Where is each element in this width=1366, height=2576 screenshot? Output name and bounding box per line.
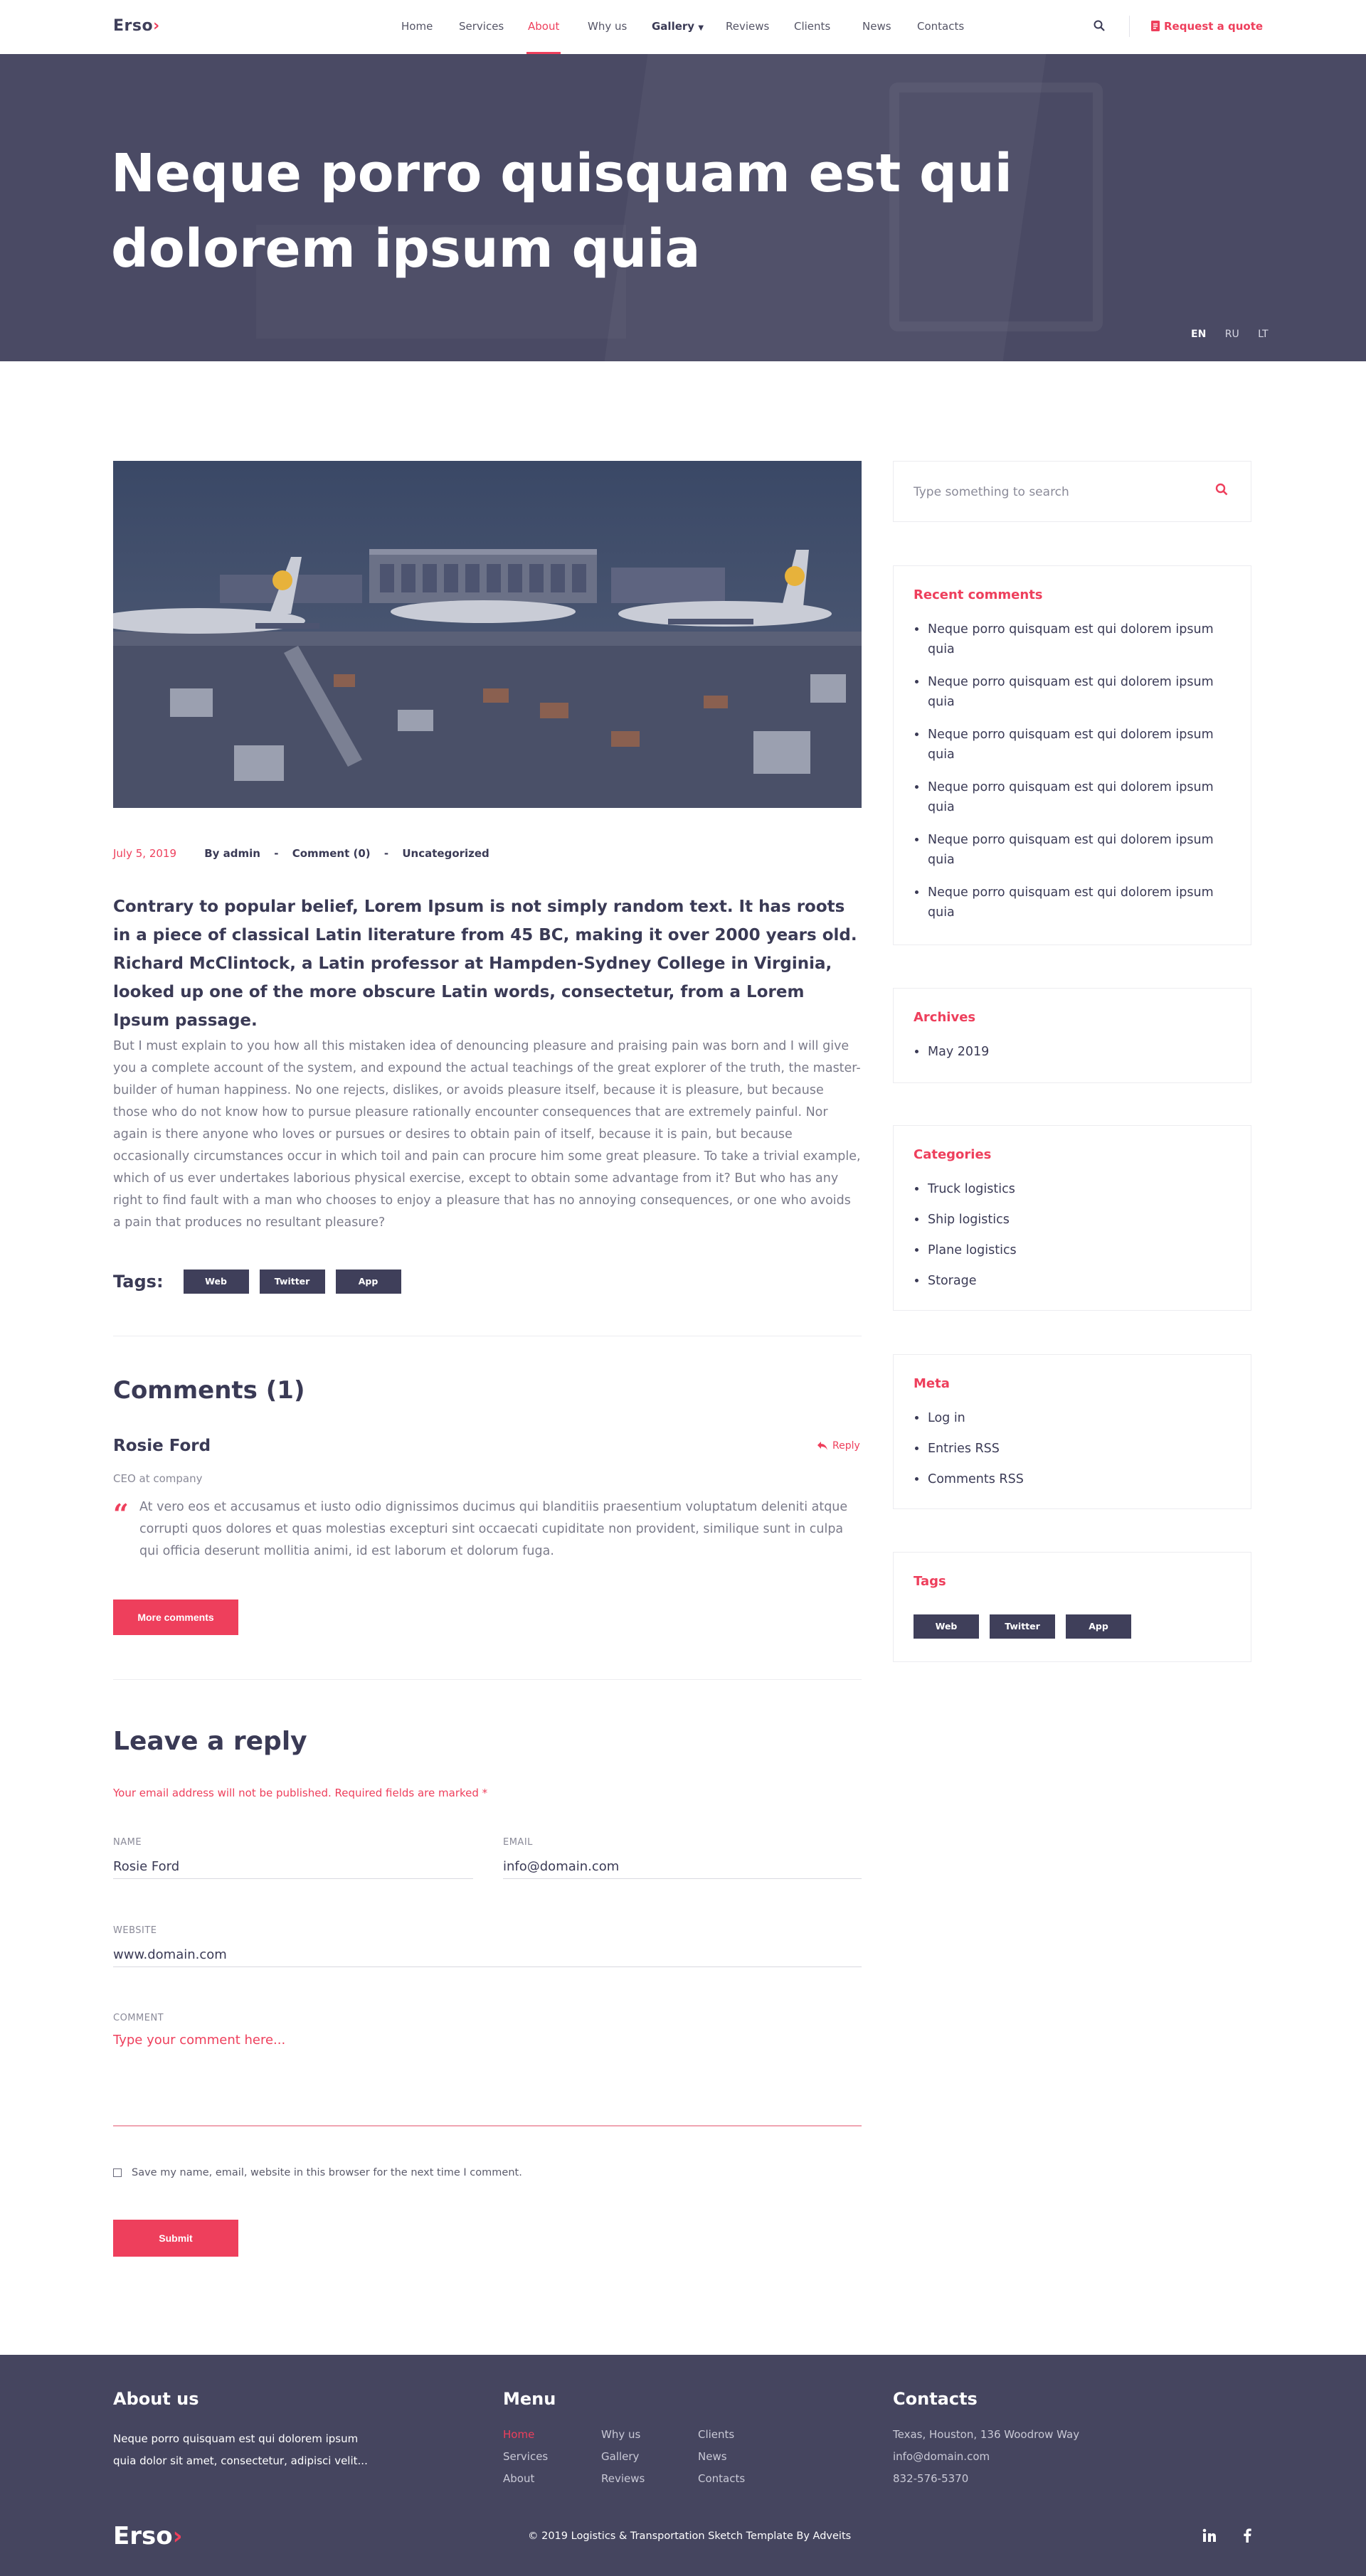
list-item[interactable]: May 2019 [914,1042,989,1062]
tag-web[interactable]: Web [184,1270,249,1294]
footer-link-gallery[interactable]: Gallery [601,2450,640,2463]
meta-separator: - [274,847,279,860]
lang-en[interactable]: EN [1191,329,1207,340]
widget-title: Tags [914,1574,946,1589]
lang-ru[interactable]: RU [1224,329,1239,340]
reply-title: Leave a reply [113,1727,307,1756]
tag-twitter[interactable]: Twitter [260,1270,325,1294]
website-label: WEBSITE [113,1925,157,1936]
reply-note: Your email address will not be published. Required fields are marked * [113,1787,488,1799]
list-item[interactable]: Neque porro quisquam est qui dolorem ipsum quia [914,883,1227,922]
request-quote-label: Request a quote [1164,20,1264,33]
sidebar-tags [914,1614,1142,1639]
footer-copyright: © 2019 Logistics & Transportation Sketch Template By Adveits [528,2530,852,2542]
post-category[interactable]: Uncategorized [402,847,489,860]
sidebar-search [893,461,1251,522]
page-title: Neque porro quisquam est qui dolorem ipsum quia [111,143,1013,280]
page-hero [0,54,1366,361]
name-field[interactable] [113,1855,473,1879]
list-item[interactable]: Comments RSS [914,1469,1024,1489]
widget-recent-comments [893,565,1251,945]
list-item[interactable]: Plane logistics [914,1240,1017,1260]
tag-web[interactable]: Web [914,1614,979,1639]
email-field[interactable] [503,1855,862,1879]
comment-field[interactable] [113,2033,862,2127]
reply-label: Reply [832,1440,860,1452]
lang-lt[interactable]: LT [1258,329,1269,340]
nav-why-us[interactable]: Why us [588,20,628,33]
post-date[interactable]: July 5, 2019 [113,847,176,860]
footer-link-clients[interactable]: Clients [698,2428,735,2441]
comment-text: At vero eos et accusamus et iusto odio dignissimos ducimus qui blanditiis praesentium voluptatum deleniti atque corrupti quos dolores et quas molestias excepturi sint occaecati cupiditate non provident, similique sunt in culpa qui officia deserunt mollitia animi, id est laborum et dolorum fuga. [139,1500,848,1558]
more-comments-button[interactable]: More comments [113,1600,238,1635]
list-item[interactable]: Log in [914,1408,1024,1428]
meta-list [914,1408,1024,1500]
document-icon [1151,21,1160,31]
post-comments-count[interactable]: Comment (0) [292,847,371,860]
divider [113,1679,862,1680]
archives-list [914,1042,989,1073]
nav-about[interactable]: About [528,20,560,33]
list-item[interactable]: Neque porro quisquam est qui dolorem ipsum quia [914,725,1227,765]
nav-services[interactable]: Services [459,20,504,33]
post-featured-image [113,461,862,808]
facebook-icon[interactable] [1243,2528,1251,2545]
sidebar-search-input[interactable] [914,480,1198,504]
quote-icon: “ [113,1498,129,1530]
widget-title: Archives [914,1010,976,1025]
nav-home[interactable]: Home [401,20,433,33]
language-switcher [1191,329,1284,340]
list-item[interactable]: Neque porro quisquam est qui dolorem ipsum quia [914,830,1227,870]
widget-title: Categories [914,1147,992,1162]
email-label: EMAIL [503,1837,533,1848]
submit-button[interactable]: Submit [113,2220,238,2257]
footer-link-contacts[interactable]: Contacts [698,2472,746,2485]
caret-down-icon: ▼ [698,24,704,32]
nav-news[interactable]: News [862,20,891,33]
categories-list [914,1179,1017,1302]
nav-divider [1129,16,1130,37]
top-navbar [0,0,1366,54]
nav-reviews[interactable]: Reviews [726,20,770,33]
widget-categories [893,1125,1251,1311]
footer-email[interactable]: info@domain.com [893,2450,990,2463]
footer-link-why-us[interactable]: Why us [601,2428,641,2441]
widget-title: Meta [914,1376,950,1391]
comment-author: Rosie Ford [113,1437,211,1455]
post-meta [113,847,489,860]
site-logo[interactable]: Erso› [113,17,160,35]
recent-comments-list [914,619,1227,935]
list-item[interactable]: Storage [914,1271,1017,1291]
request-quote-link[interactable] [1151,20,1263,33]
list-item[interactable]: Ship logistics [914,1210,1017,1230]
post-author[interactable]: By admin [204,847,260,860]
nav-gallery-label: Gallery [652,20,695,33]
site-footer [0,2355,1366,2576]
footer-menu-title: Menu [503,2389,556,2409]
footer-about-text: Neque porro quisquam est qui dolorem ipsum quia dolor sit amet, consectetur, adipisci velit... [113,2432,368,2467]
widget-title: Recent comments [914,587,1043,602]
list-item[interactable]: Truck logistics [914,1179,1017,1199]
list-item[interactable]: Entries RSS [914,1439,1024,1459]
meta-separator: - [383,847,389,860]
footer-phone[interactable]: 832-576-5370 [893,2472,969,2485]
post-lead: Contrary to popular belief, Lorem Ipsum is not simply random text. It has roots in a piece of classical Latin literature from 45 BC, making it over 2000 years old. Richard McClintock, a Latin professor at Hampden-Sydney College in Virginia, looked up one of the more obscure Latin words, consectetur, from a Lorem Ipsum passage. [113,898,857,1030]
website-field[interactable] [113,1943,862,1967]
search-icon[interactable] [1215,483,1228,499]
footer-link-services[interactable]: Services [503,2450,549,2463]
save-info-row [113,2167,522,2178]
list-item[interactable]: Neque porro quisquam est qui dolorem ipsum quia [914,777,1227,817]
tag-app[interactable]: App [336,1270,401,1294]
footer-link-reviews[interactable]: Reviews [601,2472,645,2485]
footer-about-title: About us [113,2389,199,2409]
footer-link-news[interactable]: News [698,2450,727,2463]
widget-meta [893,1354,1251,1509]
comment-label: COMMENT [113,2013,164,2023]
reply-link[interactable] [817,1440,860,1452]
comments-title: Comments (1) [113,1376,305,1405]
footer-logo[interactable]: Erso› [113,2522,183,2550]
reply-icon [817,1441,828,1451]
tag-app[interactable]: App [1066,1614,1131,1639]
footer-address: Texas, Houston, 136 Woodrow Way [893,2428,1080,2441]
post-tags [113,1270,412,1294]
widget-tags [893,1552,1251,1662]
name-label: NAME [113,1837,142,1848]
footer-link-about[interactable]: About [503,2472,535,2485]
footer-contacts-title: Contacts [893,2389,978,2409]
nav-clients[interactable]: Clients [794,20,831,33]
post-body: But I must explain to you how all this mistaken idea of denouncing pleasure and praising pain was born and I will give you a complete account of the system, and expound the actual teachings of the great explorer of the truth, the master-builder of human happiness. No one rejects, dislikes, or avoids pleasure itself, because it is pleasure, but because those who do not know how to pursue pleasure rationally encounter consequences that are extremely painful. Nor again is there anyone who loves or pursues or desires to obtain pain of itself, because it is pain, but because occasionally circumstances occur in which toil and pain can procure him some great pleasure. To take a trivial example, which of us ever undertakes laborious physical exercise, except to obtain some advantage from it? But who has any right to find fault with a man who chooses to enjoy a pleasure that has no annoying consequences, or one who avoids a pain that produces no resultant pleasure? [113,1039,861,1230]
tag-twitter[interactable]: Twitter [990,1614,1055,1639]
footer-link-home[interactable]: Home [503,2428,535,2441]
nav-contacts[interactable]: Contacts [917,20,965,33]
comment-author-role: CEO at company [113,1472,203,1485]
widget-archives [893,988,1251,1083]
save-info-label: Save my name, email, website in this browser for the next time I comment. [132,2167,522,2178]
list-item[interactable]: Neque porro quisquam est qui dolorem ipsum quia [914,619,1227,659]
list-item[interactable]: Neque porro quisquam est qui dolorem ipsum quia [914,672,1227,712]
tags-label: Tags: [113,1272,164,1292]
nav-gallery[interactable] [652,20,704,33]
linkedin-icon[interactable] [1202,2528,1217,2545]
save-info-checkbox[interactable] [113,2168,122,2177]
search-icon[interactable] [1094,20,1105,34]
